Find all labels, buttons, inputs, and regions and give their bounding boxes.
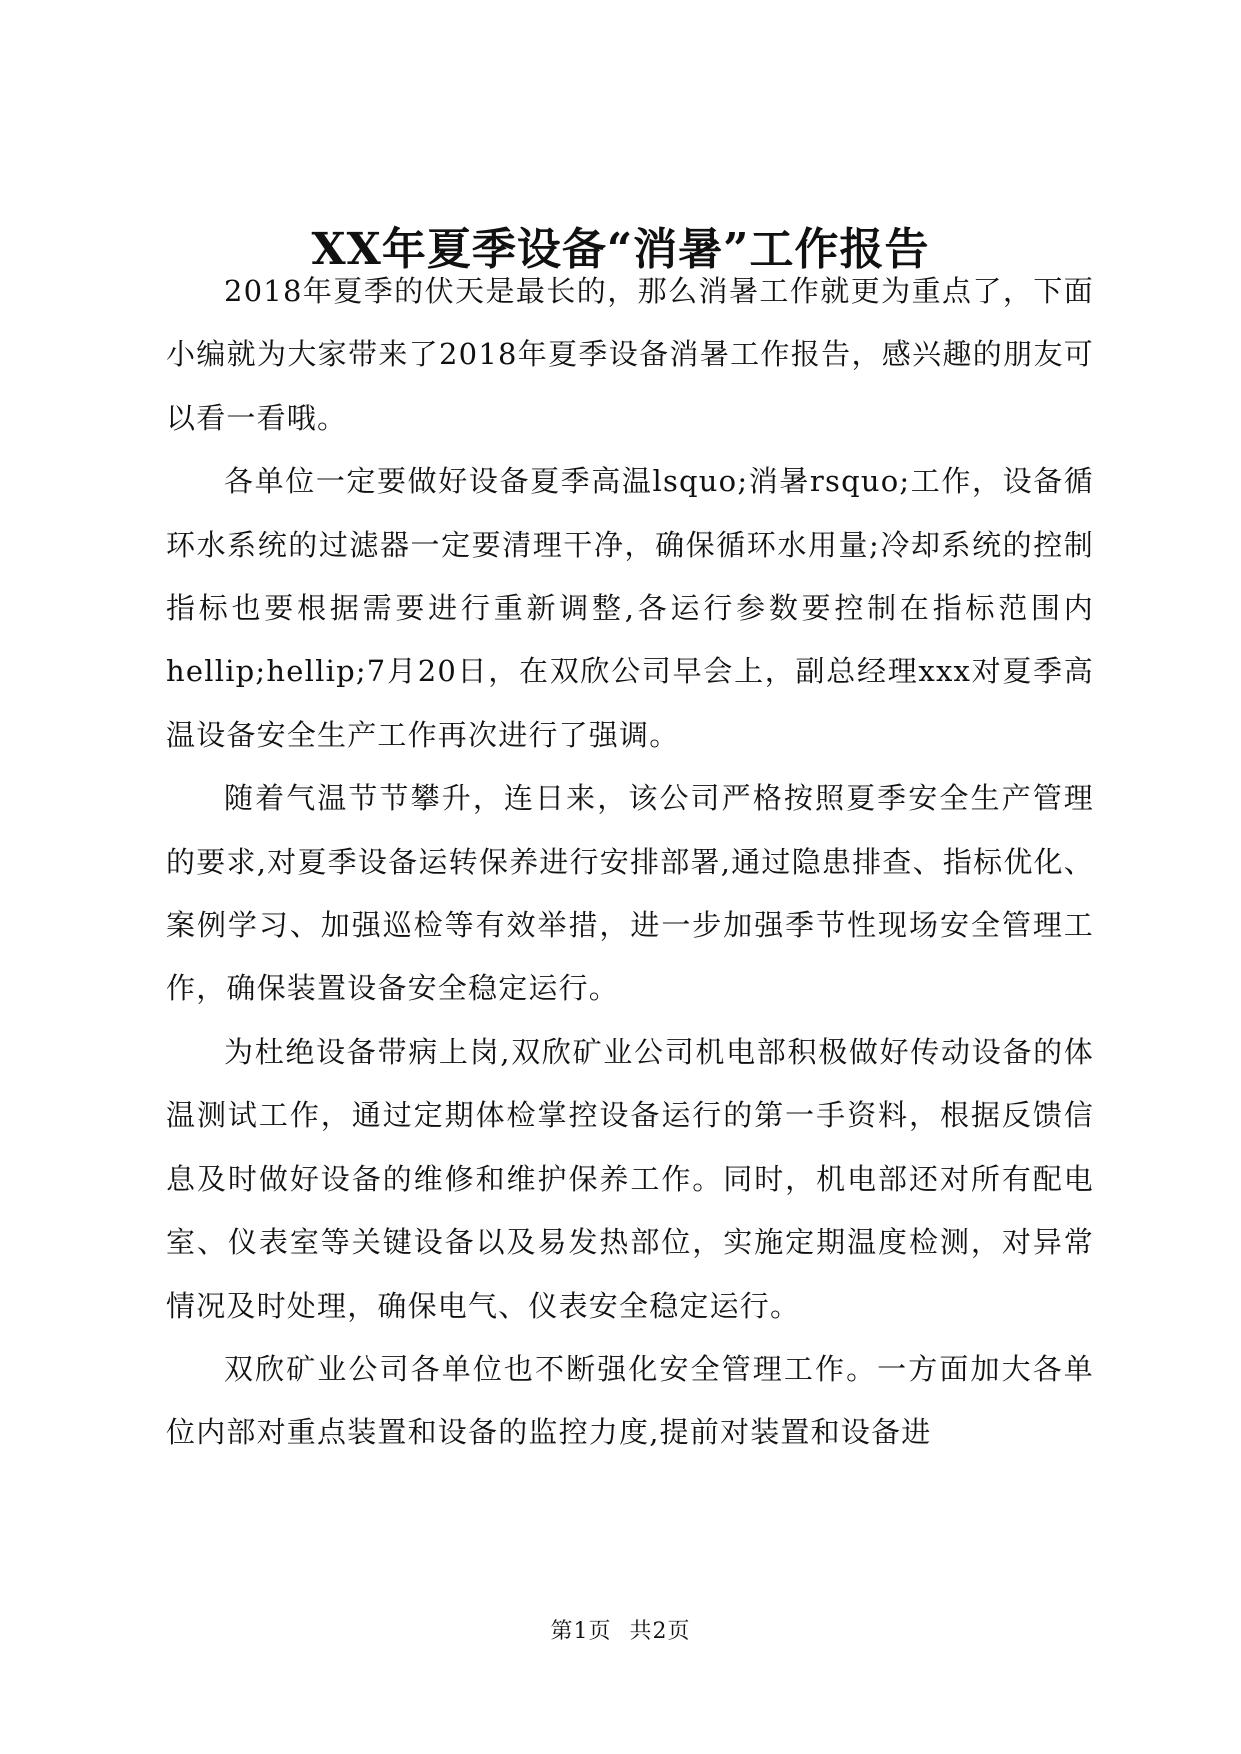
page-footer: [0, 1617, 1241, 1647]
body-paragraph: 为杜绝设备带病上岗,双欣矿业公司机电部积极做好传动设备的体温测试工作，通过定期体检掌控设备运行的第一手资料，根据反馈信息及时做好设备的维修和维护保养工作。同时，机电部还对所有配电室、仪表室等关键设备以及易发热部位，实施定期温度检测，对异常情况及时处理，确保电气、仪表安全稳定运行。: [166, 1034, 1094, 1323]
document-title: XX年夏季设备“消暑”工作报告: [311, 224, 930, 275]
body-paragraph: 各单位一定要做好设备夏季高温lsquo;消暑rsquo;工作，设备循环水系统的过滤器一定要清理干净，确保循环水用量;冷却系统的控制指标也要根据需要进行重新调整,各运行参数要控制在指标范围内hellip;hellip;7月20日，在双欣公司早会上，副总经理xxx对夏季高温设备安全生产工作再次进行了强调。: [166, 464, 1094, 752]
body-paragraph: 双欣矿业公司各单位也不断强化安全管理工作。一方面加大各单位内部对重点装置和设备的监控力度,提前对装置和设备进: [166, 1351, 1094, 1450]
page-number-current: 第1页: [550, 1619, 612, 1644]
body-paragraph: 随着气温节节攀升，连日来，该公司严格按照夏季安全生产管理的要求,对夏季设备运转保养进行安排部署,通过隐患排查、指标优化、案例学习、加强巡检等有效举措，进一步加强季节性现场安全管理工作，确保装置设备安全稳定运行。: [166, 781, 1094, 1006]
body-paragraph: 2018年夏季的伏天是最长的，那么消暑工作就更为重点了，下面小编就为大家带来了2018年夏季设备消暑工作报告，感兴趣的朋友可以看一看哦。: [166, 274, 1094, 435]
document-body: [166, 260, 1094, 1465]
page-number-total: 共2页: [629, 1619, 691, 1644]
